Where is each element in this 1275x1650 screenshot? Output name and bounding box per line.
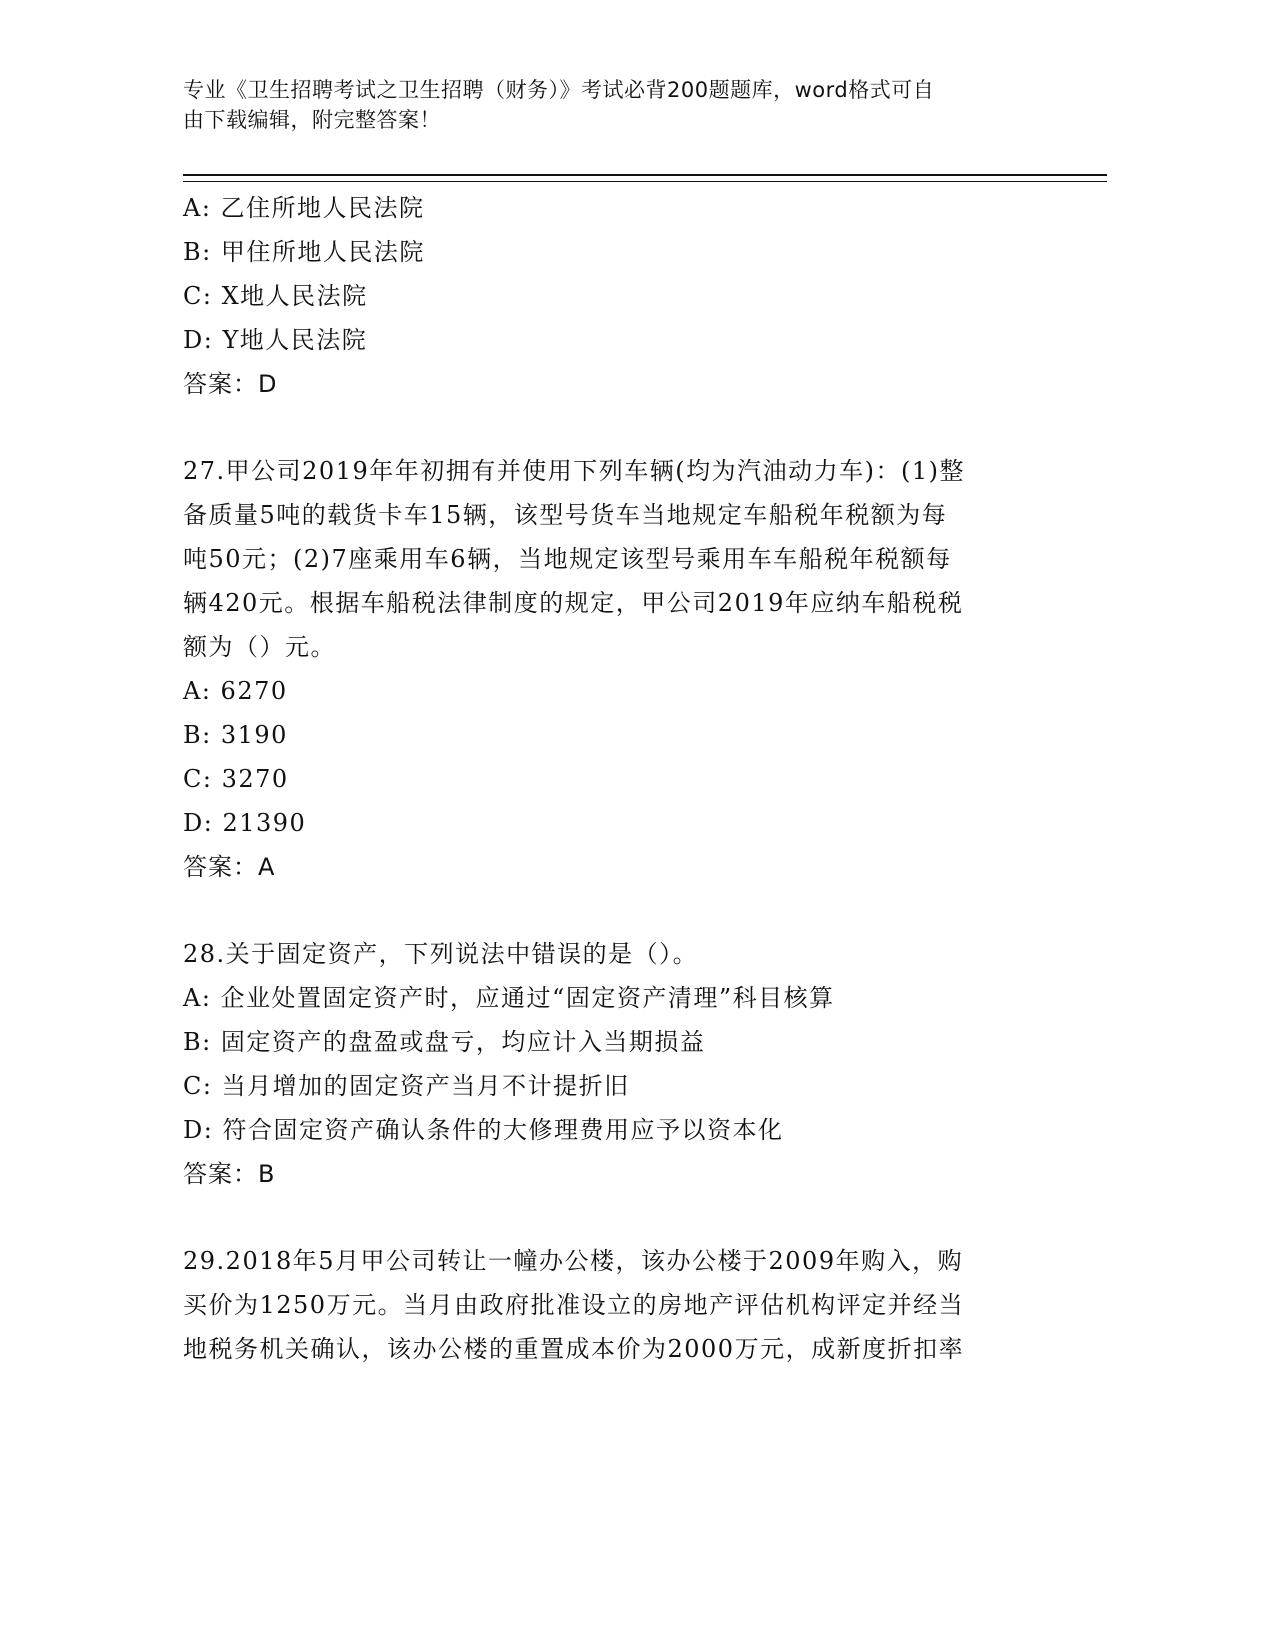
question-text-line: 29.2018年5月甲公司转让一幢办公楼，该办公楼于2009年购入，购 <box>183 1247 964 1275</box>
document-header <box>183 75 1063 135</box>
answer-line: 答案：B <box>183 1160 276 1188</box>
question-text-line: 备质量5吨的载货卡车15辆，该型号货车当地规定车船税年税额为每 <box>183 501 948 529</box>
question-27 <box>183 449 1063 889</box>
answer-line: 答案：A <box>183 853 276 881</box>
question-28 <box>183 932 1063 1196</box>
option-d: D: 21390 <box>183 809 307 837</box>
option-c: C: 3270 <box>183 765 289 793</box>
question-text-line: 额为（）元。 <box>183 633 336 661</box>
question-text-line: 辆420元。根据车船税法律制度的规定，甲公司2019年应纳车船税税 <box>183 589 964 617</box>
option-a: A: 企业处置固定资产时，应通过“固定资产清理”科目核算 <box>183 984 835 1012</box>
option-a: A: 6270 <box>183 677 288 705</box>
spacer <box>183 406 1063 449</box>
question-text-line: 28.关于固定资产，下列说法中错误的是（）。 <box>183 940 699 968</box>
question-26 <box>183 186 1063 406</box>
option-d: D: Y地人民法院 <box>183 326 368 354</box>
header-line-2: 由下载编辑，附完整答案！ <box>183 108 441 132</box>
header-divider-thick <box>183 174 1107 176</box>
option-b: B: 3190 <box>183 721 288 749</box>
question-29 <box>183 1239 1063 1371</box>
header-divider-thin <box>183 181 1107 182</box>
option-d: D: 符合固定资产确认条件的大修理费用应予以资本化 <box>183 1116 784 1144</box>
spacer <box>183 1196 1063 1239</box>
option-a: A: 乙住所地人民法院 <box>183 194 425 222</box>
document-body <box>183 186 1063 1371</box>
option-b: B: 固定资产的盘盈或盘亏，均应计入当期损益 <box>183 1028 706 1056</box>
answer-line: 答案：D <box>183 370 278 398</box>
question-text-line: 买价为1250万元。当月由政府批准设立的房地产评估机构评定并经当 <box>183 1291 965 1319</box>
option-b: B: 甲住所地人民法院 <box>183 238 425 266</box>
question-text-line: 吨50元；(2)7座乘用车6辆，当地规定该型号乘用车车船税年税额每 <box>183 545 952 573</box>
option-c: C: X地人民法院 <box>183 282 368 310</box>
header-line-1: 专业《卫生招聘考试之卫生招聘（财务）》考试必背200题题库，word格式可自 <box>183 78 935 102</box>
question-text-line: 27.甲公司2019年年初拥有并使用下列车辆(均为汽油动力车)：(1)整 <box>183 457 965 485</box>
question-text-line: 地税务机关确认，该办公楼的重置成本价为2000万元，成新度折扣率 <box>183 1335 965 1363</box>
option-c: C: 当月增加的固定资产当月不计提折旧 <box>183 1072 630 1100</box>
spacer <box>183 889 1063 932</box>
